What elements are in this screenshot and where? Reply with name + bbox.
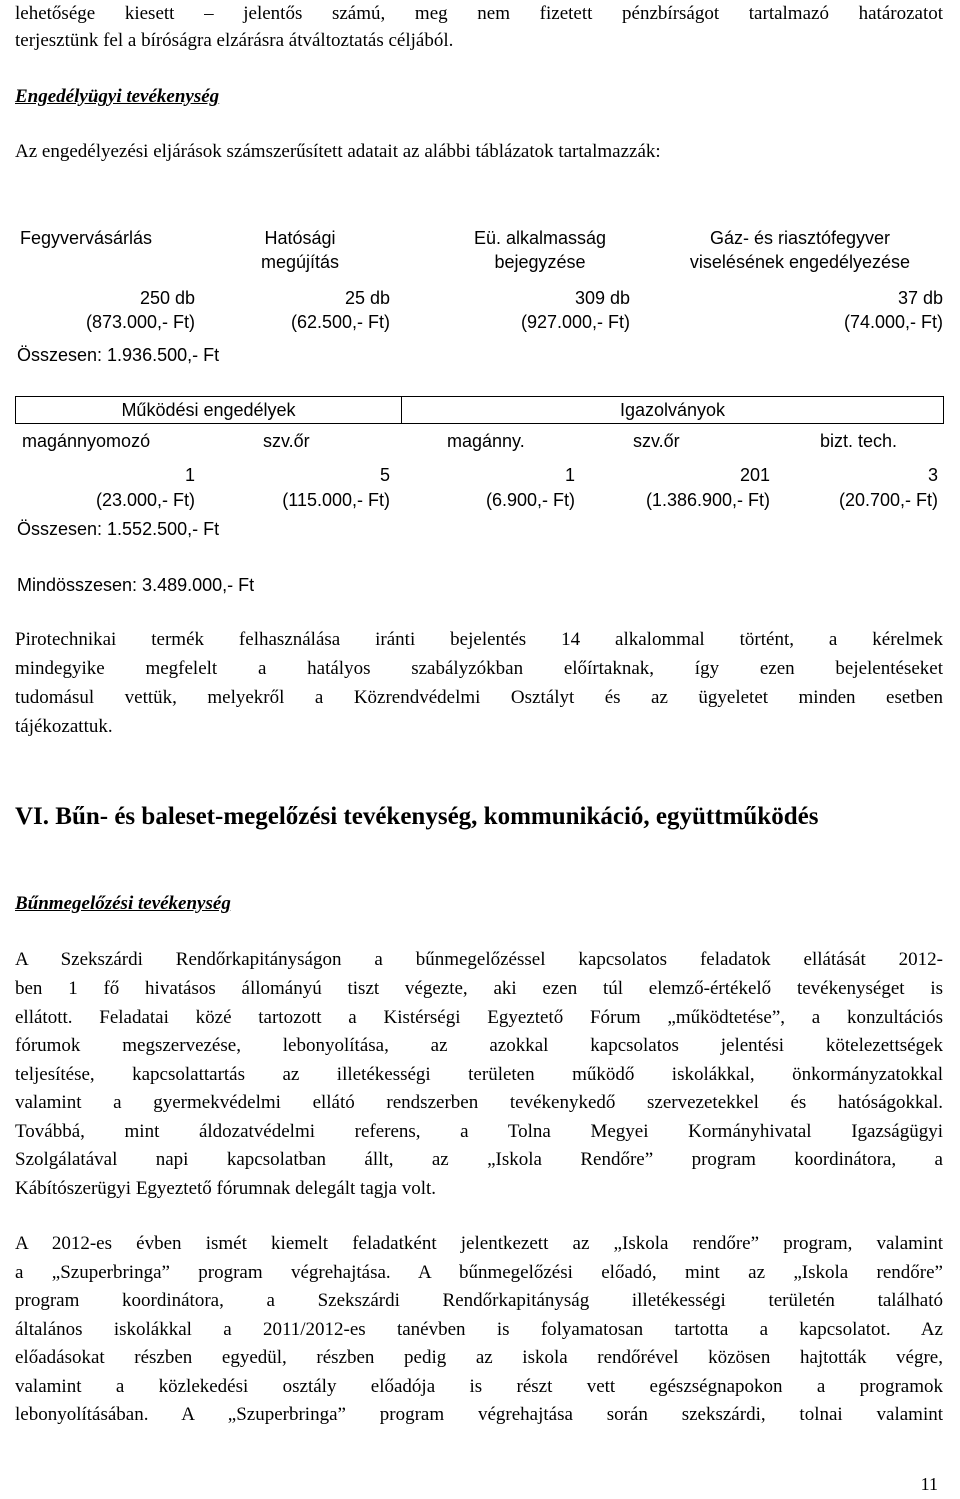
para1-line: ben 1 fő hivatásos állományú tiszt végezte, aki ezen túl elemző-értékelő tevékenységet is xyxy=(15,978,943,999)
table1-count: 250 db xyxy=(139,288,195,308)
para2-line: előadásokat részben egyedül, részben pedig az iskola rendőrével közösen hajtották végre, xyxy=(15,1347,943,1368)
table2-amount: (1.386.900,- Ft) xyxy=(645,490,770,510)
licensing-table-2 xyxy=(0,0,960,595)
page-number: 11 xyxy=(920,1474,938,1494)
section-title: VI. Bűn- és baleset-megelőzési tevékenység, kommunikáció, együttműködés xyxy=(15,803,819,830)
table2-amount: (6.900,- Ft) xyxy=(485,490,575,510)
table2-amount: (23.000,- Ft) xyxy=(95,490,195,510)
licensing-heading: Engedélyügyi tevékenység xyxy=(15,86,220,107)
pyro-line: mindegyike megfelelt a hatályos szabályzókban előírtaknak, így ezen bejelentéseket xyxy=(15,658,943,679)
table2-count: 201 xyxy=(739,465,770,485)
para1-line: Továbbá, mint áldozatvédelmi referens, a Tolna Megyei Kormányhivatal Igazságügyi xyxy=(15,1121,943,1142)
table2-amount: (20.700,- Ft) xyxy=(838,490,938,510)
table1-label: Eü. alkalmasság xyxy=(473,228,607,248)
table2-label: magánnyomozó xyxy=(22,431,151,451)
para1-line: valamint a gyermekvédelmi ellátó rendszerben tevékenykedő szervezetekkel és hatóságokkal. xyxy=(15,1092,943,1113)
table2-label: szv.őr xyxy=(633,431,680,451)
table1-amount: (873.000,- Ft) xyxy=(85,312,195,332)
group-header-ids: Igazolványok xyxy=(619,400,726,420)
table2-total: Összesen: 1.552.500,- Ft xyxy=(17,519,220,539)
table1-total: Összesen: 1.936.500,- Ft xyxy=(17,345,220,365)
para1-line: fórumok megszervezése, lebonyolítása, az azokkal kapcsolatos jelentési kötelezettségek xyxy=(15,1035,943,1056)
table1-count: 25 db xyxy=(344,288,390,308)
para2-line: általános iskolákkal a 2011/2012-es tanévben is folyamatosan tartotta a kapcsolatot. Az xyxy=(15,1319,943,1340)
para1-line: ellátott. Feladatai közé tartozott a Kistérségi Egyeztető Fórum „működtetése”, a konzultációs xyxy=(15,1007,943,1028)
table1-count: 309 db xyxy=(574,288,630,308)
intro-line: terjesztünk fel a bíróságra elzárásra átváltoztatás céljából. xyxy=(15,30,454,51)
table1-label: Gáz- és riasztófegyver xyxy=(709,228,891,248)
table1-label: viselésének engedélyezése xyxy=(689,252,911,272)
crime-prevention-heading: Bűnmegelőzési tevékenység xyxy=(15,893,231,914)
table2-label: szv.őr xyxy=(263,431,310,451)
table1-amount: (62.500,- Ft) xyxy=(290,312,390,332)
table1-label: megújítás xyxy=(260,252,340,272)
pyro-line: tudomásul vettük, melyekről a Közrendvédelmi Osztályt és az ügyeletet minden esetben xyxy=(15,687,943,708)
para1-line: teljesítése, kapcsolattartás az illetékességi területen működő iskolákkal, önkormányzatokkal xyxy=(15,1064,943,1085)
pyro-line: Pirotechnikai termék felhasználása iránti bejelentés 14 alkalommal történt, a kérelmek xyxy=(15,629,943,650)
table1-count: 37 db xyxy=(897,288,943,308)
para2-line: lebonyolításában. A „Szuperbringa” program végrehajtása során szekszárdi, tolnai valamint xyxy=(15,1404,943,1425)
para2-line: A 2012-es évben ismét kiemelt feladatként jelentkezett az „Iskola rendőre” program, valamint xyxy=(15,1233,943,1254)
table2-label: magánny. xyxy=(447,431,525,451)
table2-count: 5 xyxy=(379,465,390,485)
para2-line: valamint a közlekedési osztály előadója is részt vett egészségnapokon a programok xyxy=(15,1376,943,1397)
table1-label: bejegyzése xyxy=(494,252,586,272)
table2-count: 1 xyxy=(184,465,195,485)
para1-line: Kábítószerügyi Egyeztető fórumnak delegált tagja volt. xyxy=(15,1178,437,1199)
licensing-intro: Az engedélyezési eljárások számszerűsített adatait az alábbi táblázatok tartalmazzák: xyxy=(15,141,661,162)
group-header-operating-licenses: Működési engedélyek xyxy=(121,400,296,420)
pyro-line: tájékozattuk. xyxy=(15,716,113,737)
para2-line: program koordinátora, a Szekszárdi Rendőrkapitányság illetékességi területén található xyxy=(15,1290,943,1311)
para1-line: Szolgálatával napi kapcsolatban állt, az „Iskola Rendőre” program koordinátora, a xyxy=(15,1149,943,1170)
table1-amount: (74.000,- Ft) xyxy=(843,312,943,332)
table2-count: 1 xyxy=(564,465,575,485)
table2-count: 3 xyxy=(927,465,938,485)
grand-total: Mindösszesen: 3.489.000,- Ft xyxy=(17,575,255,595)
table2-amount: (115.000,- Ft) xyxy=(282,490,390,510)
table1-amount: (927.000,- Ft) xyxy=(520,312,630,332)
para2-line: a „Szuperbringa” program végrehajtása. A bűnmegelőzési előadó, mint az „Iskola rendőre” xyxy=(15,1262,943,1283)
table1-label: Fegyvervásárlás xyxy=(20,228,153,248)
table1-label: Hatósági xyxy=(264,228,336,248)
intro-line: lehetősége kiesett – jelentős számú, meg nem fizetett pénzbírságot tartalmazó határozatot xyxy=(15,3,943,24)
para1-line: A Szekszárdi Rendőrkapitányságon a bűnmegelőzéssel kapcsolatos feladatok ellátását 2012- xyxy=(15,949,943,970)
table2-label: bizt. tech. xyxy=(820,431,898,451)
